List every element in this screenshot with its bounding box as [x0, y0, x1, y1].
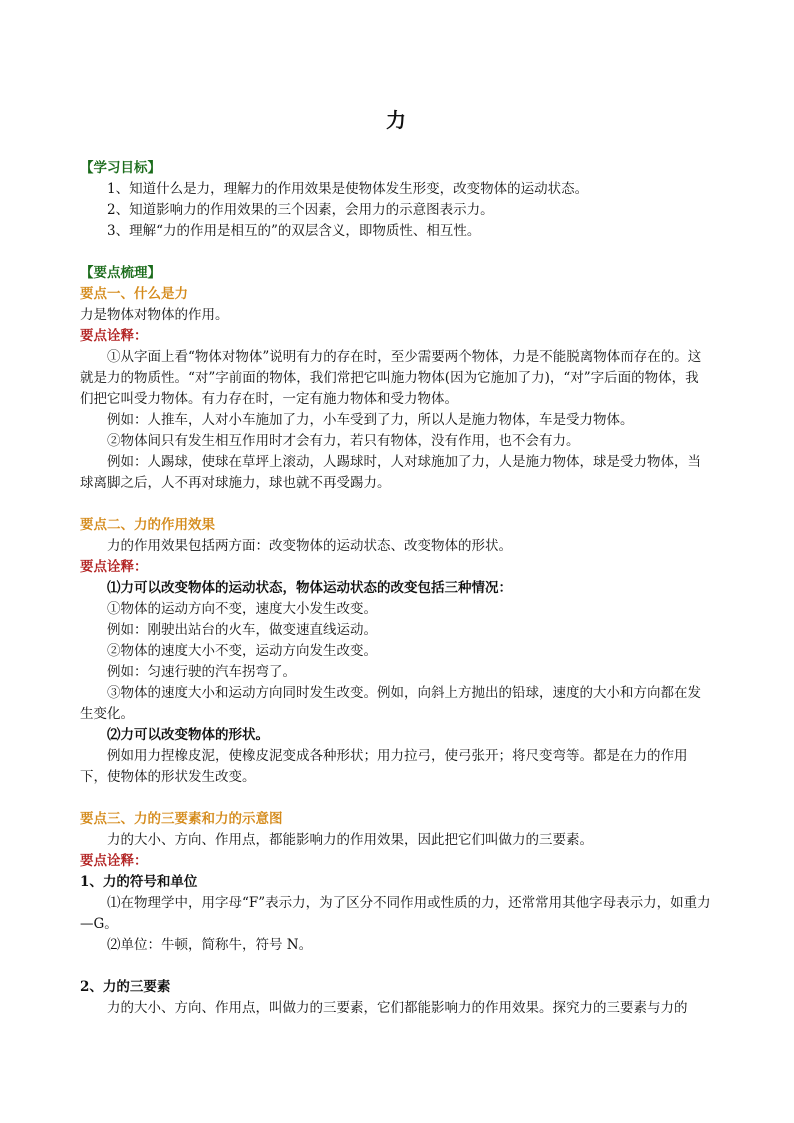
section-2-case-3: ③物体的速度大小和运动方向同时发生改变。例如，向斜上方抛出的铅球，速度的大小和方向都在发生变化。 — [80, 685, 701, 722]
page-title: 力 — [386, 108, 408, 132]
section-1-definition: 力是物体对物体的作用。 — [80, 307, 229, 323]
section-2-heading-1: ⑴力可以改变物体的运动状态，物体运动状态的改变包括三种情况： — [107, 580, 512, 596]
section-2-case-1: ①物体的运动方向不变，速度大小发生改变。 — [107, 601, 377, 617]
section-1-para-3: ②物体间只有发生相互作用时才会有力，若只有物体，没有作用，也不会有力。 — [107, 433, 580, 449]
review-heading: 【要点梳理】 — [80, 265, 161, 281]
section-3-sub-2-para-1: 力的大小、方向、作用点，叫做力的三要素，它们都能影响力的作用效果。探究力的三要素与力的 — [107, 1000, 688, 1016]
section-3-sub-1: 1、力的符号和单位 — [80, 874, 198, 890]
section-3-note-label: 要点诠释： — [80, 853, 148, 869]
section-2-heading-2-example: 例如用力捏橡皮泥，使橡皮泥变成各种形状；用力拉弓，使弓张开；将尺变弯等。都是在力的作用下，使物体的形状发生改变。 — [80, 748, 688, 785]
section-1-para-2: 例如：人推车，人对小车施加了力，小车受到了力，所以人是施力物体，车是受力物体。 — [107, 412, 634, 428]
section-1-para-4: 例如：人踢球，使球在草坪上滚动，人踢球时，人对球施加了力，人是施力物体，球是受力物体，当球离脚之后，人不再对球施力，球也就不再受踢力。 — [80, 454, 701, 491]
section-1-para-1: ①从字面上看“物体对物体”说明有力的存在时，至少需要两个物体，力是不能脱离物体而存在的。这就是力的物质性。“对”字前面的物体，我们常把它叫施力物体(因为它施加了力)，“对”字后面的物体，我们把它叫受力物体。有力存在时，一定有施力物体和受力物体。 — [80, 349, 702, 407]
section-3-definition: 力的大小、方向、作用点，都能影响力的作用效果，因此把它们叫做力的三要素。 — [107, 832, 593, 848]
section-2-note-label: 要点诠释： — [80, 559, 148, 575]
section-1-note-label: 要点诠释： — [80, 328, 148, 344]
objectives-heading: 【学习目标】 — [80, 160, 161, 176]
objective-item-2: 2、知道影响力的作用效果的三个因素，会用力的示意图表示力。 — [107, 202, 494, 218]
objective-item-3: 3、理解“力的作用是相互的”的双层含义，即物质性、相互性。 — [107, 223, 481, 239]
document-body — [80, 158, 712, 1019]
section-2-case-1-example: 例如：刚驶出站台的火车，做变速直线运动。 — [107, 622, 377, 638]
section-2-case-2-example: 例如：匀速行驶的汽车拐弯了。 — [107, 664, 296, 680]
section-3-sub-2: 2、力的三要素 — [80, 979, 171, 995]
section-3-sub-1-para-2: ⑵单位：牛顿，简称牛，符号 N。 — [107, 937, 313, 953]
section-2-title: 要点二、力的作用效果 — [80, 517, 215, 533]
section-1-title: 要点一、什么是力 — [80, 286, 188, 302]
section-3-title: 要点三、力的三要素和力的示意图 — [80, 811, 283, 827]
section-3-sub-1-para-1: ⑴在物理学中，用字母“F”表示力，为了区分不同作用或性质的力，还常常用其他字母表示力，如重力—G。 — [80, 895, 711, 932]
section-2-heading-2: ⑵力可以改变物体的形状。 — [107, 727, 269, 743]
objective-item-1: 1、知道什么是力，理解力的作用效果是使物体发生形变，改变物体的运动状态。 — [107, 181, 589, 197]
section-2-case-2: ②物体的速度大小不变，运动方向发生改变。 — [107, 643, 377, 659]
section-2-definition: 力的作用效果包括两方面：改变物体的运动状态、改变物体的形状。 — [107, 538, 512, 554]
